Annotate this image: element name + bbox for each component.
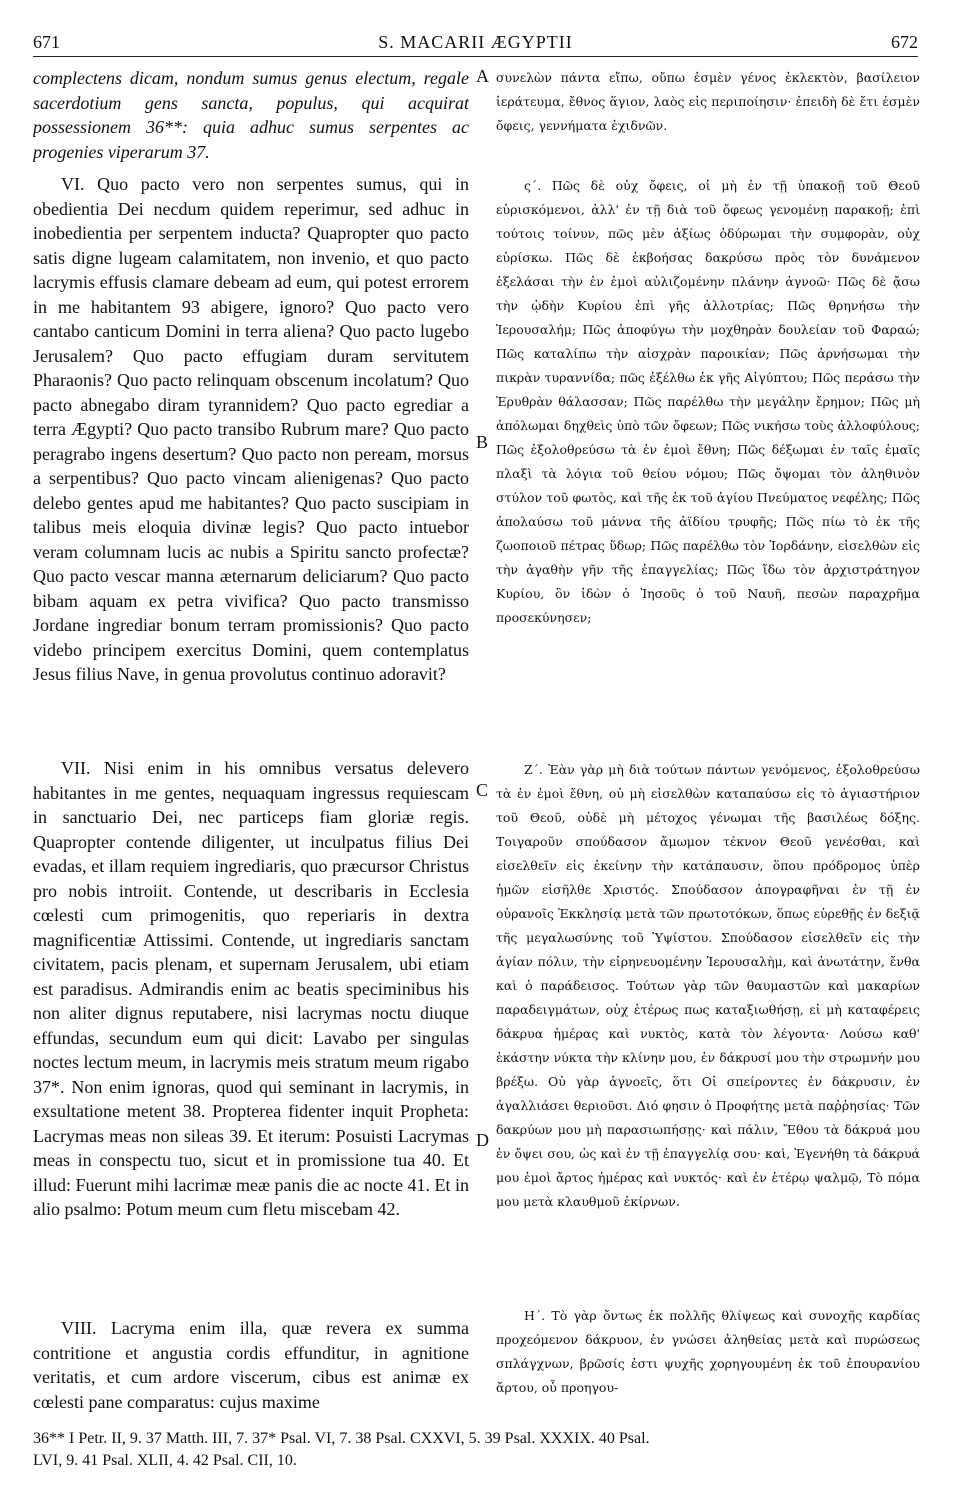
greek-section-vii — [496, 758, 920, 1298]
greek-section-vi — [496, 174, 920, 714]
latin-section-vii — [33, 756, 469, 1268]
latin-section-vii-text: VII. Nisi enim in his omnibus versatus delevero habitantes in me gentes, nequaquam ingressus requiescam in sanctuario Dei, nec particeps fiam gloriæ regis. Quapropter contende diligenter, ut inculpatus filius Dei evadas, et illam requiem ingrediaris, quo præcursor Christus pro nobis introiit. Contende, ut describaris in Ecclesia cœlesti cum primogenitis, quo reperiaris in dextra magnificentiæ Attissimi. Contende, ut ingrediaris sanctam civitatem, pacis plenam, et supernam Jerusalem, ubi etiam est paradisus. Admirandis enim ac beatis speciminibus his non aliter dignus reputabere, nisi lacrymas noctu diuque effundas, secundum eum qui dicit: Lavabo per singulas noctes lectum meum, in lacrymis meis stratum meum rigabo 37*. Non enim ignoras, quod qui seminant in lacrymis, in exsultatione metent 38. Propterea fidenter inquit Propheta: Lacrymas meas non sileas 39. Et iterum: Posuisti Lacrymas meas in conspectu tuo, sicut et in promissione tua 40. Et illud: Fuerunt mihi lacrimæ meæ panis die ac nocte 41. Et in alio psalmo: Potum meum cum fletu miscebam 42. — [33, 758, 469, 1219]
latin-section-viii-text: VIII. Lacryma enim illa, quæ revera ex summa contritione et angustia cordis effunditur, in agnitione veritatis, et cum ardore viscerum, cibus est animæ ex cœlesti pane comparatus: cujus maxime — [33, 1318, 469, 1412]
greek-section-vi-text: ς΄. Πῶς δὲ οὐχ ὄφεις, οἱ μὴ ἐν τῇ ὑπακοῇ τοῦ Θεοῦ εὑρισκόμενοι, ἀλλ' ἐν τῇ διὰ τοῦ ὄφεως γενομένῃ παρακοῇ; ἐπὶ τούτοις τοίνυν, πῶς μὲν ἀξίως ὀδύρωμαι τὴν συμφορὰν, οὐχ εὑρίσκω. Πῶς δὲ ἐκβοήσας δακρύσω πρὸς τὸν δυνάμενον ἐξελάσαι τὴν ἐν ἐμοὶ αὐλιζομένην πλάνην ἀγνοῶ· Πῶς δὲ ᾄσω τὴν ᾠδὴν Κυρίου ἐπὶ γῆς ἀλλοτρίας; Πῶς θρηνήσω τὴν Ἱερουσαλήμ; Πῶς ἀποφύγω τὴν μοχθηρὰν δουλείαν τοῦ Φαραώ; Πῶς καταλίπω τὴν αἰσχρὰν παροικίαν; Πῶς ἀρνήσωμαι τὴν πικρὰν τυραννίδα; πῶς ἐξέλθω ἐκ γῆς Αἰγύπτου; Πῶς περάσω τὴν Ἐρυθρὰν θάλασσαν; Πῶς παρέλθω τὴν μεγάλην ἔρημον; Πῶς μὴ ἀπόλωμαι δηχθεὶς ὑπὸ τῶν ὄφεων; Πῶς νικήσω τοὺς ἀλλοφύλους; Πῶς ἐξολοθρεύσω τὰ ἐν ἐμοὶ ἔθνη; Πῶς δέξωμαι ἐν ταῖς ἐμαῖς πλαξὶ τὰ λόγια τοῦ θείου νόμου; Πῶς ὄψομαι τὸν ἀληθινὸν στύλον τοῦ φωτὸς, καὶ τῆς ἐκ τοῦ ἁγίου Πνεύματος νεφέλης; Πῶς ἀπολαύσω τοῦ μάννα τῆς ἀϊδίου τρυφῆς; Πῶς πίω τὸ ἐκ τῆς ζωοποιοῦ πέτρας ὕδωρ; Πῶς παρέλθω τὸν Ἰορδάνην, εἰσελθὼν εἰς τὴν ἀγαθὴν γῆν τῆς ἐπαγγελίας; Πῶς ἴδω τὸν ἀρχιστράτηγον Κυρίου, ὃν ἰδὼν ὁ Ἰησοῦς ὁ τοῦ Ναυῆ, πεσὼν παραχρῆμα προσεκύνησεν; — [496, 178, 920, 625]
page-number-left: 671 — [33, 32, 60, 52]
footnote-line-2: LVI, 9. 41 Psal. XLII, 4. 42 Psal. CII, 10. — [33, 1452, 297, 1469]
footnotes — [33, 1428, 918, 1472]
margin-letter-b: B — [476, 432, 489, 452]
page-number-right: 672 — [891, 32, 918, 52]
footnote-line-1: 36** I Petr. II, 9. 37 Matth. III, 7. 37* Psal. VI, 7. 38 Psal. CXXVI, 5. 39 Psal. XXXIX. 40 Psal. — [33, 1430, 650, 1447]
latin-section-vi — [33, 172, 469, 750]
running-title: S. MACARII ÆGYPTII — [378, 32, 573, 52]
greek-intro-block — [496, 66, 920, 168]
margin-letter-d: D — [476, 1130, 489, 1150]
latin-section-vi-text: VI. Quo pacto vero non serpentes sumus, qui in obedientia Dei necdum quidem reperimur, sed adhuc in inobedientia per serpentem inducta? Quapropter quo pacto satis digne lugeam calamitatem, non invenio, et quo pacto lacrymis effusis clamare debeam ad eum, qui potest errorem in me habitantem 93 abigere, ignoro? Quo pacto vero cantabo canticum Domini in terra aliena? Quo pacto lugebo Jerusalem? Quo pacto effugiam duram servitutem Pharaonis? Quo pacto relinquam obscenum incolatum? Quo pacto abnegabo diram tyrannidem? Quo pacto egrediar a terra Ægypti? Quo pacto transibo Rubrum mare? Quo pacto peragrabo ingens desertum? Quo pacto non peream, morsus a serpentibus? Quo pacto vincam alienigenas? Quo pacto delebo gentes apud me habitantes? Quo pacto suscipiam in talibus meis eloquia divinæ legis? Quo pacto intuebor veram columnam lucis ac nubis a Spiritu sancto profectæ? Quo pacto vescar manna æternarum deliciarum? Quo pacto bibam aquam ex petra vivifica? Quo pacto transmisso Jordane ingrediar bonum terram promissionis? Quo pacto videbo principem exercitus Domini, quem contemplatus Jesus filius Nave, in genua provolutus continuo adoravit? — [33, 174, 469, 684]
greek-section-vii-text: Ζ΄. Ἐὰν γὰρ μὴ διὰ τούτων πάντων γενόμενος, ἐξολοθρεύσω τὰ ἐν ἐμοὶ ἔθνη, οὐ μὴ εἰσελθὼν καταπαύσω εἰς τὸ ἁγιαστήριον τοῦ Θεοῦ, οὐδὲ μὴ μέτοχος γένωμαι τῆς βασιλέως δόξης. Τοιγαροῦν σπούδασον ἄμωμον τέκνον Θεοῦ γενέσθαι, καὶ εἰσελθεῖν εἰς ἐκείνην τὴν κατάπαυσιν, ὅπου πρόδρομος ὑπὲρ ἡμῶν εἰσῆλθε Χριστός. Σπούδασον ἀπογραφῆναι ἐν τῇ ἐν οὐρανοῖς Ἐκκλησίᾳ μετὰ τῶν πρωτοτόκων, ὅπως εὑρεθῇς ἐν δεξιᾷ τῆς μεγαλωσύνης τοῦ Ὑψίστου. Σπούδασον εἰσελθεῖν εἰς τὴν ἁγίαν πόλιν, τὴν εἰρηνευομένην Ἱερουσαλὴμ, καὶ ἀνωτάτην, ἔνθα καὶ ὁ παράδεισος. Τούτων γὰρ τῶν θαυμαστῶν καὶ μακαρίων παραδειγμάτων, οὐχ ἑτέρως πως καταξιωθήσῃ, εἰ μὴ καταφέρεις δάκρυα ἡμέρας καὶ νυκτὸς, κατὰ τὸν λέγοντα· Λούσω καθ' ἑκάστην νύκτα τὴν κλίνην μου, ἐν δάκρυσί μου τὴν στρωμνήν μου βρέξω. Οὐ γὰρ ἀγνοεῖς, ὅτι Οἱ σπείροντες ἐν δάκρυσιν, ἐν ἀγαλλιάσει θεριοῦσι. Διό φησιν ὁ Προφήτης μετὰ παῤῥησίας· Τῶν δακρύων μου μὴ παρασιωπήσῃς· καὶ πάλιν, Ἔθου τὰ δάκρυά μου ἐν ὄψει σου, ὡς καὶ ἐν τῇ ἐπαγγελίᾳ σου· καὶ, Ἐγενήθη τὰ δάκρυά μου ἐμοὶ ἄρτος ἡμέρας καὶ νυκτός· καὶ ἐν ἑτέρῳ ψαλμῷ, Τὸ πόμα μου μετὰ κλαυθμοῦ ἐκίρνων. — [496, 762, 920, 1209]
latin-intro-block — [33, 66, 469, 168]
latin-section-viii — [33, 1316, 469, 1420]
margin-letter-c: C — [476, 780, 489, 800]
greek-section-viii-text: Η΄. Τὸ γὰρ ὄντως ἐκ πολλῆς θλίψεως καὶ συνοχῆς καρδίας προχεόμενον δάκρυον, ἐν γνώσει ἀληθείας μετὰ καὶ πυρώσεως σπλάγχνων, βρῶσίς ἐστι ψυχῆς χορηγουμένη ἐκ τοῦ ἐπουρανίου ἄρτου, οὗ προηγου- — [496, 1308, 920, 1395]
running-header — [33, 30, 918, 57]
greek-section-viii — [496, 1304, 920, 1420]
margin-letter-a: A — [476, 66, 489, 86]
latin-intro-text: complectens dicam, nondum sumus genus electum, regale sacerdotium gens sancta, populus, qui acquirat possessionem 36**: quia adhuc sumus serpentes ac progenies viperarum 37. — [33, 68, 469, 162]
greek-intro-text: συνελὼν πάντα εἴπω, οὔπω ἐσμὲν γένος ἐκλεκτὸν, βασίλειον ἱεράτευμα, ἔθνος ἅγιον, λαὸς εἰς περιποίησιν· ἐπειδὴ δὲ ἔτι ἐσμὲν ὄφεις, γεννήματα ἐχιδνῶν. — [496, 70, 920, 133]
